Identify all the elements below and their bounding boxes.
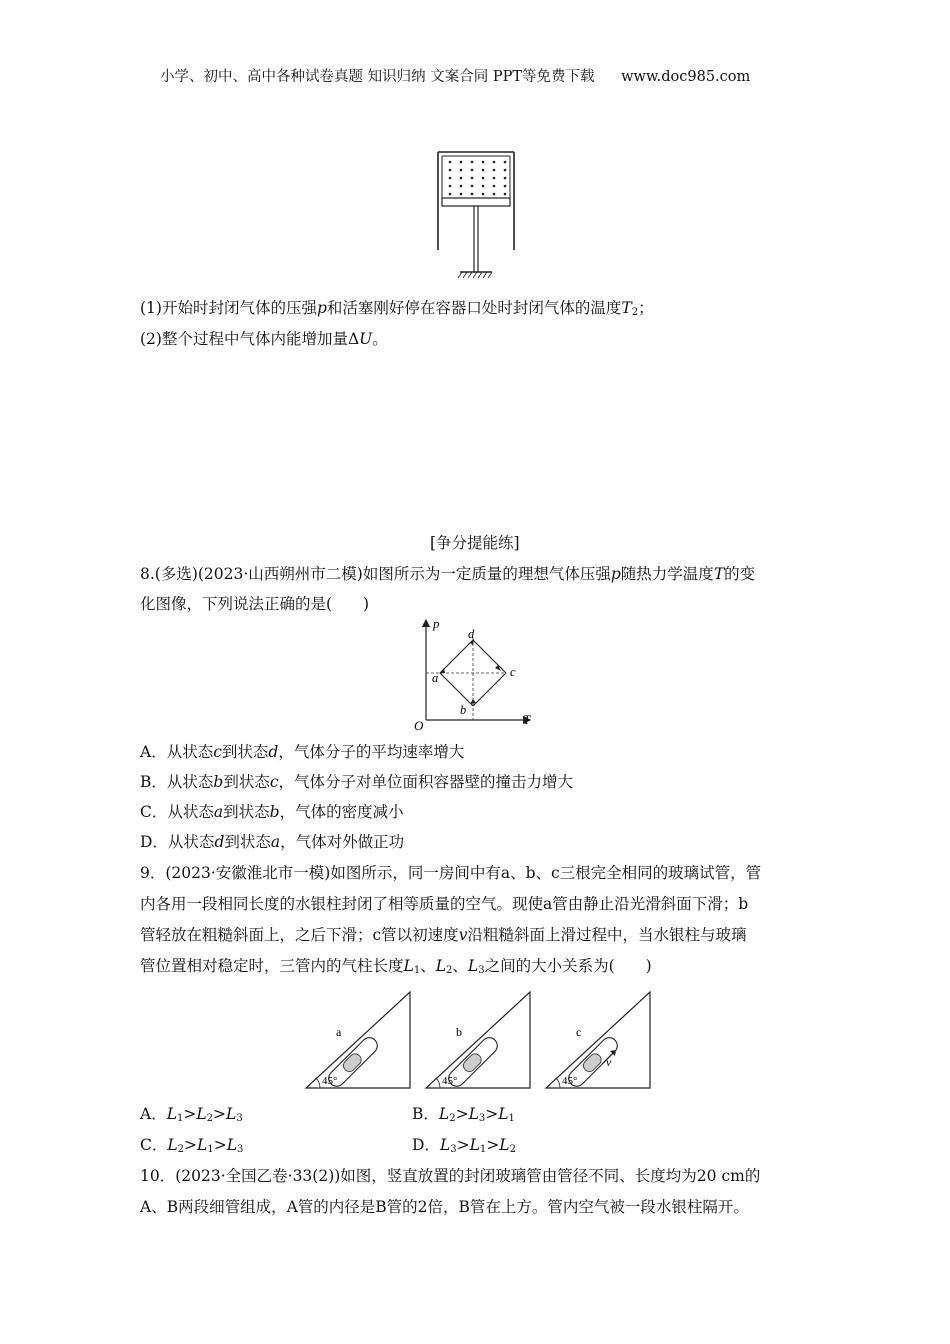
gas-dot — [460, 185, 463, 188]
q8-option-a[interactable]: A．从状态c到状态d，气体分子的平均速率增大 — [140, 743, 465, 761]
q9-option-a[interactable]: A．$L_1>L_2>L_3$ — [140, 1105, 243, 1124]
gas-dot — [493, 193, 496, 196]
piston — [442, 198, 510, 206]
q8-option-d[interactable]: D．从状态d到状态a，气体对外做正功 — [140, 833, 405, 851]
t-axis-label: T — [523, 712, 531, 727]
edge-a-d — [440, 640, 473, 673]
angle-label-b: 45° — [442, 1075, 458, 1087]
gas-dot — [471, 185, 474, 188]
gas-dot — [460, 169, 463, 172]
state-d: d — [468, 627, 475, 641]
gas-dot — [449, 169, 452, 172]
q10-stem-line1: 10．(2023·全国乙卷·33(2))如图，竖直放置的封闭玻璃管由管径不同、长度均为20 cm的 — [140, 1167, 761, 1185]
gas-dot — [493, 161, 496, 164]
q9-option-b[interactable]: B．$L_2>L_3>L_1$ — [412, 1105, 515, 1124]
q7-part1: (1)开始时封闭气体的压强p和活塞刚好停在容器口处时封闭气体的温度$T_2$； — [140, 299, 654, 318]
gas-dot — [482, 161, 485, 164]
gas-dot — [493, 169, 496, 172]
gas-dot — [460, 193, 463, 196]
q8-stem-line1: 8.(多选)(2023·山西朔州市二模)如图所示为一定质量的理想气体压强p随热力学温度T的变 — [140, 565, 756, 583]
gas-dot — [449, 161, 452, 164]
gas-dot — [482, 177, 485, 180]
gas-dot — [482, 193, 485, 196]
q9-stem-line3: 管轻放在粗糙斜面上，之后下滑；c管以初速度v沿粗糙斜面上滑过程中，当水银柱与玻璃 — [140, 926, 747, 944]
edge-b-a — [440, 673, 473, 706]
origin-label: O — [414, 718, 424, 733]
q10-stem-line2: A、B两段细管组成，A管的内径是B管的2倍，B管在上方。管内空气被一段水银柱隔开。 — [140, 1198, 749, 1216]
state-a: a — [432, 671, 439, 685]
velocity-label: v — [606, 1055, 612, 1069]
gas-dot — [471, 177, 474, 180]
tube-label-b: b — [456, 1025, 462, 1039]
p-t-graph — [410, 616, 540, 734]
incline-figures — [300, 990, 670, 1094]
header-banner-text: 小学、初中、高中各种试卷真题 知识归纳 文案合同 PPT等免费下载 — [160, 69, 595, 85]
header-url[interactable]: www.doc985.com — [621, 69, 751, 85]
q9-stem-line1: 9．(2023·安徽淮北市一模)如图所示，同一房间中有a、b、c三根完全相同的玻璃试管，管 — [140, 864, 762, 882]
edge-d-c — [473, 640, 506, 673]
tube-label-c: c — [576, 1025, 582, 1039]
gas-dot — [460, 161, 463, 164]
state-c: c — [510, 665, 516, 679]
gas-dot — [471, 169, 474, 172]
gas-dot — [482, 185, 485, 188]
state-b: b — [460, 703, 467, 717]
gas-dot — [471, 193, 474, 196]
gas-dot — [449, 193, 452, 196]
edge-c-b — [473, 673, 506, 706]
gas-dot — [449, 185, 452, 188]
tube-label-a: a — [336, 1025, 342, 1039]
gas-dot — [471, 161, 474, 164]
gas-dot — [482, 169, 485, 172]
q9-stem-line2: 内各用一段相同长度的水银柱封闭了相等质量的空气。现使a管由静止沿光滑斜面下滑；b — [140, 895, 749, 913]
gas-dot — [493, 177, 496, 180]
q8-stem-line2: 化图像，下列说法正确的是( ) — [140, 595, 370, 613]
piston-cylinder-figure — [430, 150, 522, 284]
gas-dot — [504, 169, 507, 172]
gas-dot — [460, 177, 463, 180]
incline-a — [306, 992, 410, 1090]
q9-stem-line4: 管位置相对稳定时，三管内的气柱长度$L_1$、$L_2$、$L_3$之间的大小关系为( ) — [140, 957, 652, 976]
incline-c — [546, 992, 650, 1090]
p-axis-label: p — [433, 616, 440, 631]
incline-b — [426, 992, 530, 1090]
q8-option-b[interactable]: B．从状态b到状态c，气体分子对单位面积容器壁的撞击力增大 — [140, 773, 574, 791]
gas-dot — [504, 193, 507, 196]
gas-dot — [449, 177, 452, 180]
gas-dot — [504, 161, 507, 164]
header-banner — [160, 66, 750, 88]
gas-dot — [504, 185, 507, 188]
q8-option-c[interactable]: C．从状态a到状态b，气体的密度减小 — [140, 803, 404, 821]
q7-part2: (2)整个过程中气体内能增加量ΔU。 — [140, 330, 388, 348]
gas-dot — [504, 177, 507, 180]
gas-dots — [449, 161, 507, 196]
section-title: [争分提能练] — [430, 534, 520, 552]
angle-label-a: 45° — [322, 1075, 338, 1087]
q9-option-d[interactable]: D．$L_3>L_1>L_2$ — [412, 1136, 516, 1155]
gas-dot — [493, 185, 496, 188]
q9-option-c[interactable]: C．$L_2>L_1>L_3$ — [140, 1136, 244, 1155]
angle-label-c: 45° — [562, 1075, 578, 1087]
